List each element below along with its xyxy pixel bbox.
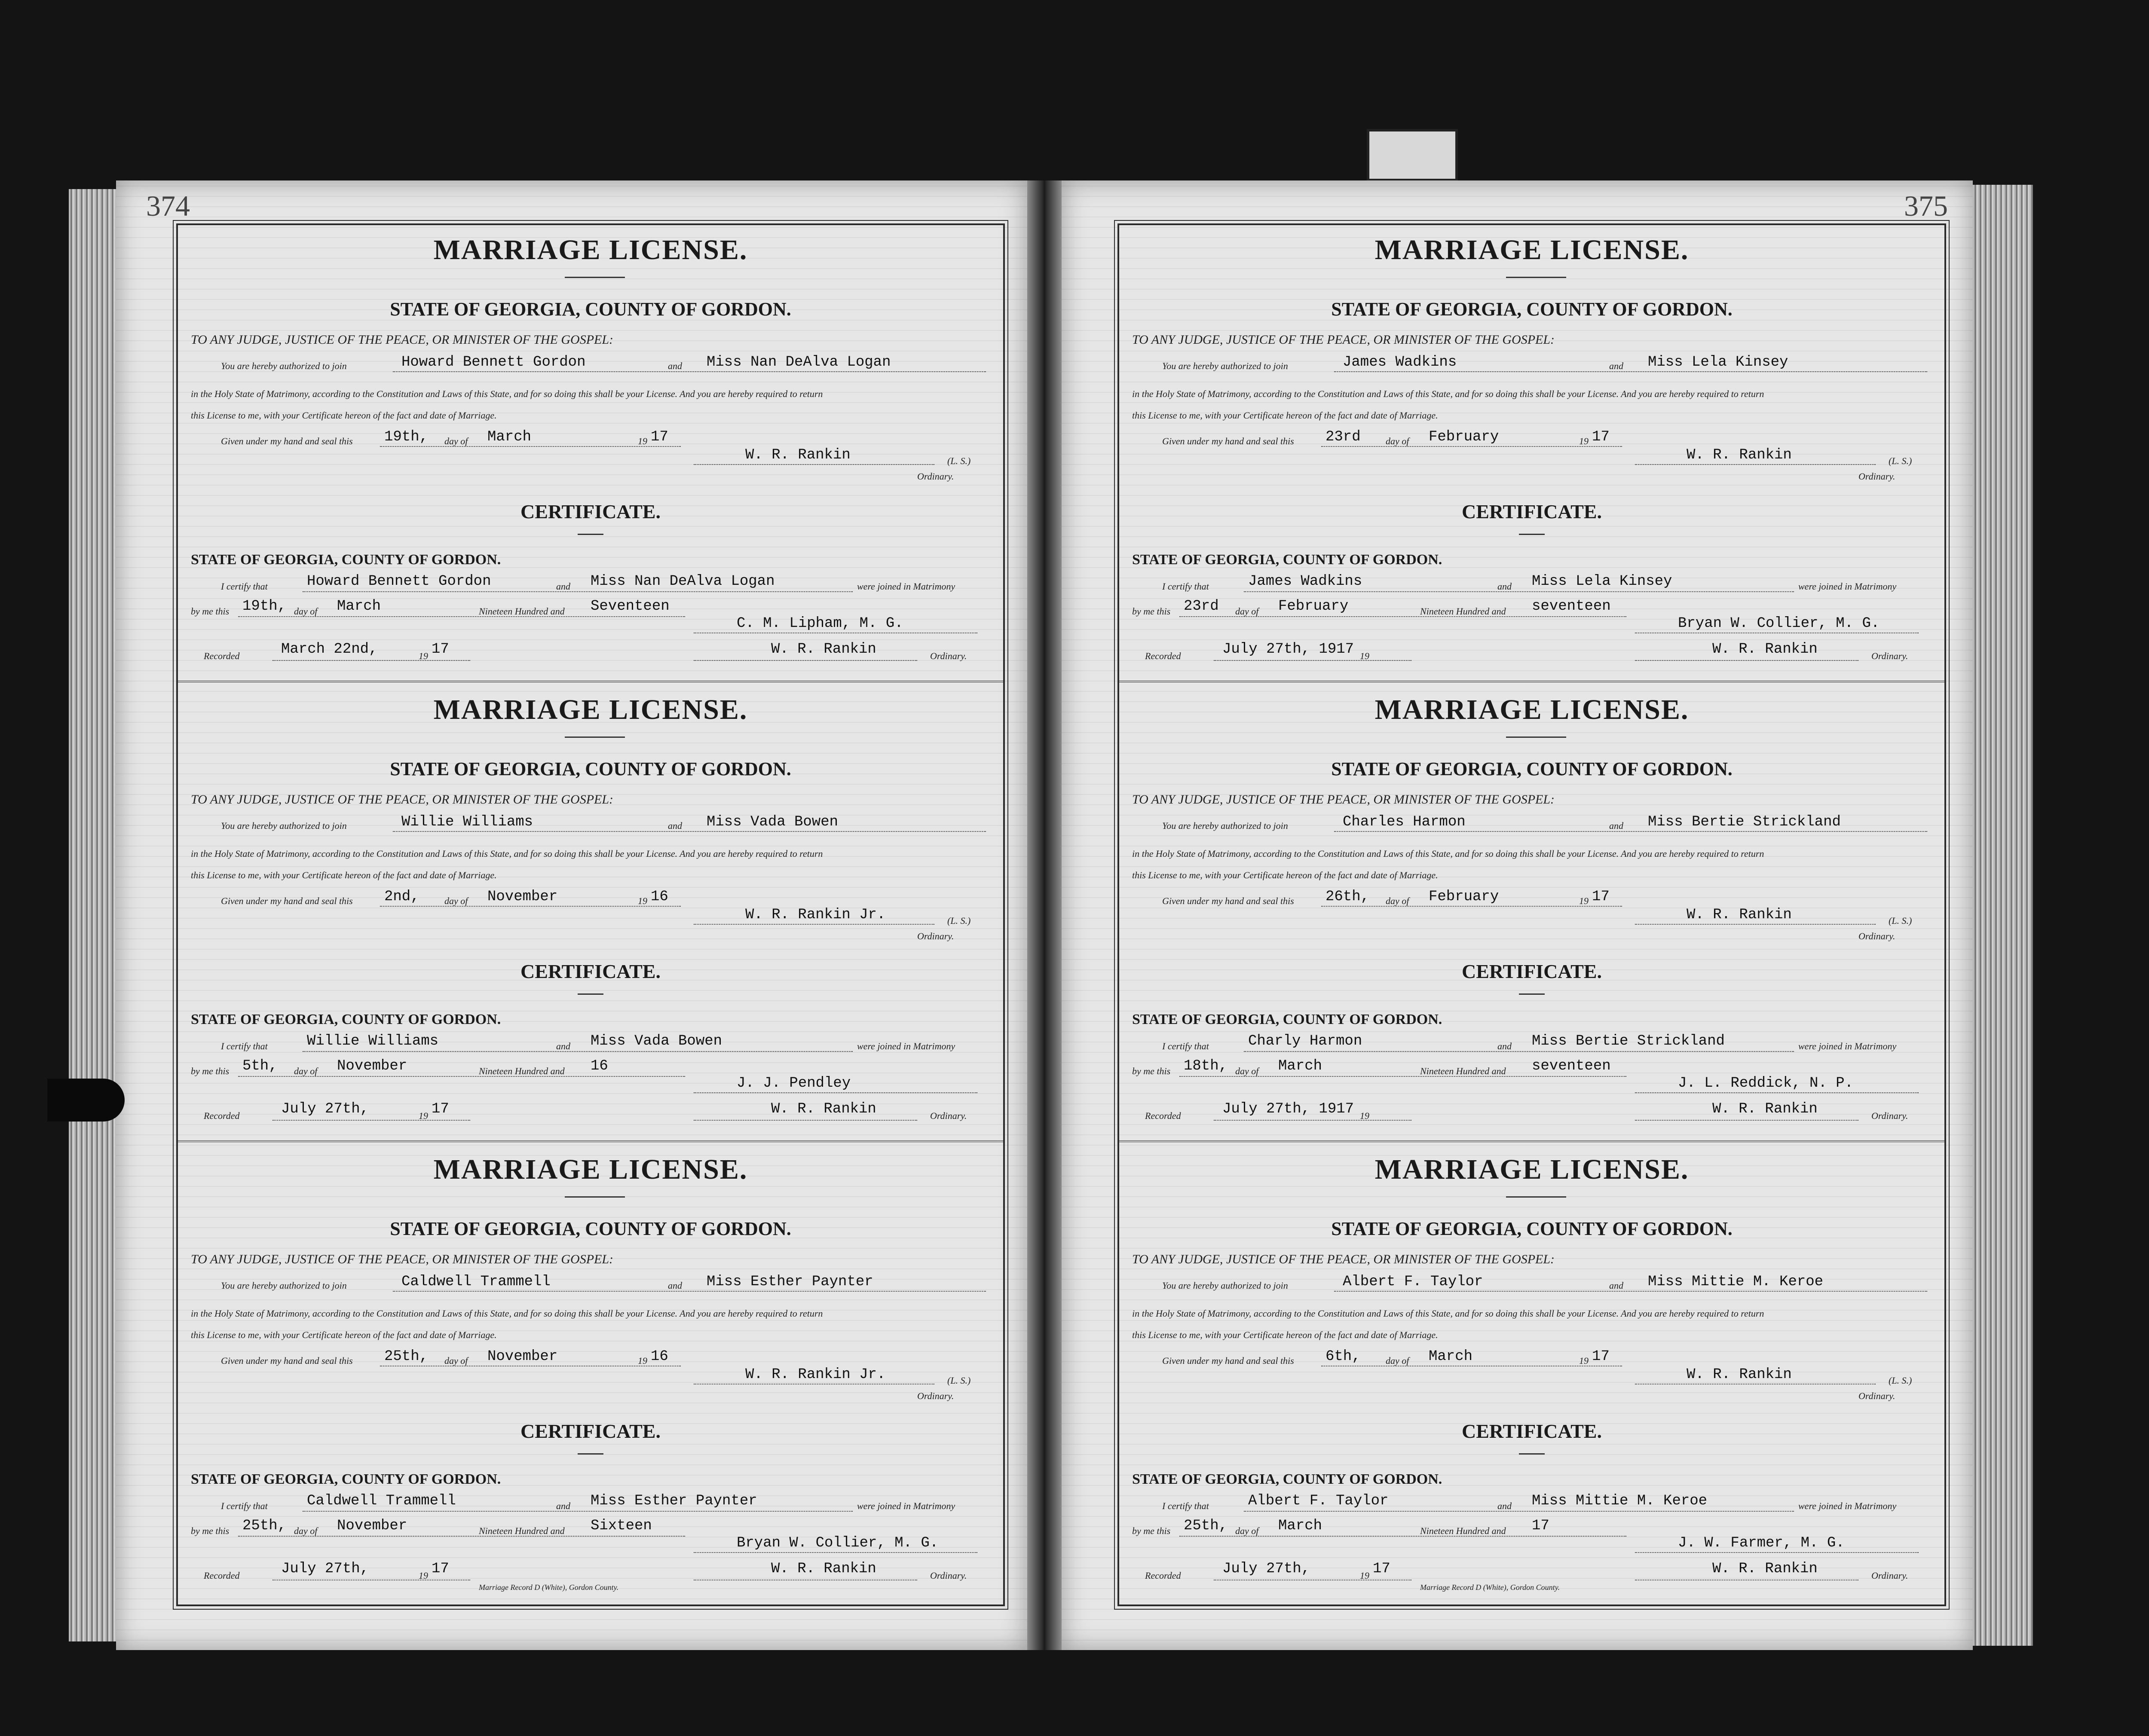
cert-groom: Charly Harmon bbox=[1248, 1033, 1362, 1049]
officiant-signature: Bryan W. Collier, M. G. bbox=[737, 1535, 939, 1551]
certificate-rule bbox=[578, 534, 603, 535]
license-day: 19th, bbox=[384, 429, 429, 445]
cert-day-of-label: day of bbox=[1235, 606, 1259, 617]
authorized-underline bbox=[1334, 831, 1927, 832]
ordinary-signature: W. R. Rankin bbox=[1687, 1366, 1792, 1383]
recorded-year: 17 bbox=[1373, 1561, 1390, 1577]
ordinary-underline bbox=[694, 464, 934, 465]
authorized-underline bbox=[393, 1291, 986, 1292]
cert-groom: Howard Bennett Gordon bbox=[307, 573, 491, 590]
license-month: February bbox=[1429, 889, 1499, 905]
section-divider bbox=[1119, 1140, 1944, 1142]
license-section bbox=[1119, 225, 1944, 685]
cert-bride: Miss Bertie Strickland bbox=[1532, 1033, 1725, 1049]
cert-month: February bbox=[1278, 598, 1349, 614]
certificate-rule bbox=[578, 993, 603, 995]
bride-name: Miss Esther Paynter bbox=[707, 1274, 873, 1290]
officiant-signature: J. J. Pendley bbox=[737, 1075, 851, 1091]
license-title: MARRIAGE LICENSE. bbox=[433, 1154, 748, 1185]
matrimony-line-2: this License to me, with your Certificate hereon of the fact and date of Marriage. bbox=[191, 870, 497, 880]
addressee-line: TO ANY JUDGE, JUSTICE OF THE PEACE, OR MINISTER OF THE GOSPEL: bbox=[191, 333, 614, 347]
authorized-underline bbox=[393, 371, 986, 372]
cert-groom: Caldwell Trammell bbox=[307, 1493, 456, 1509]
recorded-year-prefix: 19 bbox=[419, 1570, 428, 1581]
cert-day-of-label: day of bbox=[294, 1525, 318, 1536]
recorded-year-prefix: 19 bbox=[419, 1110, 428, 1121]
joined-label: were joined in Matrimony bbox=[1798, 1041, 1897, 1051]
day-of-label: day of bbox=[1386, 896, 1409, 906]
title-rule bbox=[565, 737, 625, 738]
cert-and-label: and bbox=[556, 1041, 570, 1051]
year-prefix: 19 bbox=[638, 436, 647, 446]
section-divider bbox=[1119, 681, 1944, 682]
certify-underline bbox=[303, 1511, 853, 1512]
recorded-date: March 22nd, bbox=[281, 641, 378, 657]
matrimony-line-1: in the Holy State of Matrimony, according to the Constitution and Laws of this State, and for so doing this shall be your License. And you are hereby required to return bbox=[191, 388, 823, 399]
cert-and-label: and bbox=[556, 581, 570, 592]
license-month: March bbox=[1429, 1348, 1473, 1365]
license-year: 16 bbox=[651, 1348, 668, 1365]
cert-bride: Miss Nan DeAlva Logan bbox=[591, 573, 775, 590]
ordinary-label: Ordinary. bbox=[917, 471, 954, 482]
authorized-label: You are hereby authorized to join bbox=[1162, 361, 1288, 371]
recorded-year: 17 bbox=[432, 1561, 449, 1577]
license-title: MARRIAGE LICENSE. bbox=[433, 694, 748, 725]
by-me-label: by me this bbox=[191, 606, 230, 617]
joined-label: were joined in Matrimony bbox=[857, 1041, 955, 1051]
recorded-by: W. R. Rankin bbox=[771, 641, 876, 657]
license-year: 16 bbox=[651, 889, 668, 905]
nineteen-hundred-label: Nineteen Hundred and bbox=[1420, 1066, 1506, 1076]
ordinary-signature: W. R. Rankin bbox=[1687, 907, 1792, 923]
ordinary-underline bbox=[1635, 1384, 1876, 1385]
cert-day: 25th, bbox=[242, 1518, 287, 1534]
cert-state-heading: STATE OF GEORGIA, COUNTY OF GORDON. bbox=[191, 552, 501, 568]
bookmark-tab bbox=[47, 1079, 125, 1122]
certificate-rule bbox=[1519, 1453, 1545, 1455]
officiant-signature: J. L. Reddick, N. P. bbox=[1678, 1075, 1854, 1091]
bride-name: Miss Nan DeAlva Logan bbox=[707, 354, 891, 370]
certify-underline bbox=[1244, 591, 1794, 592]
ls-label: (L. S.) bbox=[947, 915, 971, 926]
state-county-heading: STATE OF GEORGIA, COUNTY OF GORDON. bbox=[1331, 1218, 1733, 1239]
cert-and-label: and bbox=[556, 1501, 570, 1511]
authorized-label: You are hereby authorized to join bbox=[221, 361, 347, 371]
right-frame bbox=[1117, 223, 1946, 1606]
recorded-year-prefix: 19 bbox=[1360, 651, 1369, 661]
recorded-by: W. R. Rankin bbox=[1712, 1561, 1818, 1577]
page-number-left: 374 bbox=[146, 189, 190, 222]
matrimony-line-2: this License to me, with your Certificate hereon of the fact and date of Marriage. bbox=[191, 1330, 497, 1340]
ordinary-signature: W. R. Rankin Jr. bbox=[745, 1366, 886, 1383]
given-underline bbox=[1321, 906, 1622, 907]
cert-day-of-label: day of bbox=[1235, 1525, 1259, 1536]
license-title: MARRIAGE LICENSE. bbox=[1375, 234, 1689, 266]
and-label: and bbox=[1609, 820, 1623, 831]
certificate-title: CERTIFICATE. bbox=[520, 960, 661, 982]
by-me-label: by me this bbox=[1132, 1525, 1171, 1536]
given-label: Given under my hand and seal this bbox=[221, 896, 353, 906]
year-prefix: 19 bbox=[1579, 436, 1589, 446]
recorded-underline bbox=[272, 660, 470, 661]
recorded-year-prefix: 19 bbox=[419, 651, 428, 661]
day-of-label: day of bbox=[1386, 436, 1409, 446]
license-month: February bbox=[1429, 429, 1499, 445]
recorded-underline bbox=[272, 1120, 470, 1121]
ordinary-label: Ordinary. bbox=[1858, 931, 1895, 941]
recorded-ordinary-label: Ordinary. bbox=[1871, 1570, 1908, 1581]
recorded-date: July 27th, 1917 bbox=[1222, 641, 1354, 657]
by-me-underline bbox=[1179, 1536, 1626, 1537]
recorded-by: W. R. Rankin bbox=[771, 1101, 876, 1117]
cert-month: November bbox=[337, 1058, 407, 1074]
by-me-label: by me this bbox=[191, 1066, 230, 1076]
cert-and-label: and bbox=[1497, 1041, 1512, 1051]
ordinary-underline bbox=[1635, 464, 1876, 465]
addressee-line: TO ANY JUDGE, JUSTICE OF THE PEACE, OR MINISTER OF THE GOSPEL: bbox=[1132, 792, 1555, 807]
recorded-ordinary-label: Ordinary. bbox=[1871, 651, 1908, 661]
cert-bride: Miss Lela Kinsey bbox=[1532, 573, 1672, 590]
title-rule bbox=[1506, 1196, 1566, 1198]
cert-state-heading: STATE OF GEORGIA, COUNTY OF GORDON. bbox=[191, 1471, 501, 1487]
certify-underline bbox=[1244, 1511, 1794, 1512]
by-me-underline bbox=[238, 616, 685, 617]
joined-label: were joined in Matrimony bbox=[1798, 581, 1897, 592]
state-county-heading: STATE OF GEORGIA, COUNTY OF GORDON. bbox=[1331, 758, 1733, 779]
recorded-date: July 27th, bbox=[281, 1561, 369, 1577]
left-page-edges bbox=[69, 189, 116, 1641]
right-page-edges bbox=[1973, 185, 2033, 1646]
cert-state-heading: STATE OF GEORGIA, COUNTY OF GORDON. bbox=[1132, 1471, 1442, 1487]
recorded-by-underline bbox=[1635, 1120, 1858, 1121]
cert-year: seventeen bbox=[1532, 598, 1611, 614]
license-year: 17 bbox=[1592, 1348, 1610, 1365]
recorded-by: W. R. Rankin bbox=[771, 1561, 876, 1577]
certificate-title: CERTIFICATE. bbox=[520, 1420, 661, 1442]
license-title: MARRIAGE LICENSE. bbox=[1375, 1154, 1689, 1185]
recorded-ordinary-label: Ordinary. bbox=[1871, 1110, 1908, 1121]
addressee-line: TO ANY JUDGE, JUSTICE OF THE PEACE, OR MINISTER OF THE GOSPEL: bbox=[191, 1252, 614, 1266]
recorded-underline bbox=[1214, 1120, 1411, 1121]
authorized-underline bbox=[1334, 371, 1927, 372]
given-underline bbox=[380, 446, 681, 447]
matrimony-line-1: in the Holy State of Matrimony, according to the Constitution and Laws of this State, and for so doing this shall be your License. And you are hereby required to return bbox=[1132, 848, 1764, 859]
certificate-rule bbox=[578, 1453, 603, 1455]
year-prefix: 19 bbox=[638, 896, 647, 906]
recorded-date: July 27th, 1917 bbox=[1222, 1101, 1354, 1117]
certificate-title: CERTIFICATE. bbox=[1462, 1420, 1602, 1442]
by-me-underline bbox=[1179, 616, 1626, 617]
cert-day: 23rd bbox=[1184, 598, 1219, 614]
recorded-underline bbox=[1214, 660, 1411, 661]
by-me-underline bbox=[238, 1536, 685, 1537]
given-label: Given under my hand and seal this bbox=[1162, 436, 1294, 446]
recorded-ordinary-label: Ordinary. bbox=[930, 651, 967, 661]
recorded-by-underline bbox=[694, 1120, 917, 1121]
state-county-heading: STATE OF GEORGIA, COUNTY OF GORDON. bbox=[1331, 299, 1733, 320]
joined-label: were joined in Matrimony bbox=[1798, 1501, 1897, 1511]
certify-label: I certify that bbox=[1162, 581, 1209, 592]
matrimony-line-1: in the Holy State of Matrimony, according to the Constitution and Laws of this State, and for so doing this shall be your License. And you are hereby required to return bbox=[1132, 388, 1764, 399]
given-label: Given under my hand and seal this bbox=[1162, 1355, 1294, 1366]
authorized-underline bbox=[1334, 1291, 1927, 1292]
cert-bride: Miss Vada Bowen bbox=[591, 1033, 722, 1049]
license-month: March bbox=[487, 429, 532, 445]
license-section bbox=[1119, 685, 1944, 1145]
recorded-ordinary-label: Ordinary. bbox=[930, 1110, 967, 1121]
authorized-label: You are hereby authorized to join bbox=[221, 820, 347, 831]
footer-note: Marriage Record D (White), Gordon County. bbox=[479, 1583, 619, 1592]
cert-groom: James Wadkins bbox=[1248, 573, 1362, 590]
state-county-heading: STATE OF GEORGIA, COUNTY OF GORDON. bbox=[390, 1218, 791, 1239]
and-label: and bbox=[1609, 1280, 1623, 1291]
officiant-underline bbox=[694, 1092, 977, 1093]
day-of-label: day of bbox=[444, 436, 468, 446]
recorded-year: 17 bbox=[432, 641, 449, 657]
nineteen-hundred-label: Nineteen Hundred and bbox=[479, 606, 565, 617]
addressee-line: TO ANY JUDGE, JUSTICE OF THE PEACE, OR MINISTER OF THE GOSPEL: bbox=[1132, 1252, 1555, 1266]
matrimony-line-1: in the Holy State of Matrimony, according to the Constitution and Laws of this State, and for so doing this shall be your License. And you are hereby required to return bbox=[191, 1308, 823, 1319]
recorded-label: Recorded bbox=[1145, 1570, 1181, 1581]
cert-bride: Miss Esther Paynter bbox=[591, 1493, 757, 1509]
officiant-signature: J. W. Farmer, M. G. bbox=[1678, 1535, 1845, 1551]
nineteen-hundred-label: Nineteen Hundred and bbox=[479, 1066, 565, 1076]
and-label: and bbox=[668, 820, 682, 831]
groom-name: Caldwell Trammell bbox=[401, 1274, 551, 1290]
certify-label: I certify that bbox=[1162, 1041, 1209, 1051]
given-label: Given under my hand and seal this bbox=[1162, 896, 1294, 906]
given-underline bbox=[1321, 446, 1622, 447]
officiant-signature: C. M. Lipham, M. G. bbox=[737, 615, 903, 632]
license-section bbox=[178, 225, 1003, 685]
recorded-label: Recorded bbox=[204, 651, 240, 661]
recorded-year-prefix: 19 bbox=[1360, 1110, 1369, 1121]
certificate-rule bbox=[1519, 534, 1545, 535]
and-label: and bbox=[668, 1280, 682, 1291]
ordinary-underline bbox=[1635, 924, 1876, 925]
license-section bbox=[178, 1145, 1003, 1605]
day-of-label: day of bbox=[1386, 1355, 1409, 1366]
ordinary-label: Ordinary. bbox=[917, 1391, 954, 1401]
license-title: MARRIAGE LICENSE. bbox=[433, 234, 748, 266]
groom-name: Albert F. Taylor bbox=[1343, 1274, 1483, 1290]
cert-groom: Willie Williams bbox=[307, 1033, 439, 1049]
cert-month: March bbox=[1278, 1058, 1322, 1074]
license-year: 17 bbox=[1592, 429, 1610, 445]
by-me-label: by me this bbox=[1132, 1066, 1171, 1076]
groom-name: Willie Williams bbox=[401, 814, 533, 830]
ordinary-underline bbox=[694, 924, 934, 925]
ordinary-label: Ordinary. bbox=[917, 931, 954, 941]
bride-name: Miss Lela Kinsey bbox=[1648, 354, 1788, 370]
recorded-year: 17 bbox=[432, 1101, 449, 1117]
given-underline bbox=[380, 906, 681, 907]
authorized-underline bbox=[393, 831, 986, 832]
ordinary-underline bbox=[694, 1384, 934, 1385]
cert-month: March bbox=[1278, 1518, 1322, 1534]
cert-day: 18th, bbox=[1184, 1058, 1228, 1074]
book-gutter bbox=[1027, 180, 1062, 1650]
license-year: 17 bbox=[651, 429, 668, 445]
cert-day-of-label: day of bbox=[294, 1066, 318, 1076]
title-rule bbox=[565, 1196, 625, 1198]
recorded-by: W. R. Rankin bbox=[1712, 641, 1818, 657]
certify-underline bbox=[303, 1051, 853, 1052]
title-rule bbox=[565, 277, 625, 278]
by-me-underline bbox=[238, 1076, 685, 1077]
ls-label: (L. S.) bbox=[947, 455, 971, 466]
cert-day-of-label: day of bbox=[1235, 1066, 1259, 1076]
recorded-label: Recorded bbox=[1145, 651, 1181, 661]
bride-name: Miss Mittie M. Keroe bbox=[1648, 1274, 1824, 1290]
state-county-heading: STATE OF GEORGIA, COUNTY OF GORDON. bbox=[390, 758, 791, 779]
ordinary-label: Ordinary. bbox=[1858, 1391, 1895, 1401]
day-of-label: day of bbox=[444, 896, 468, 906]
by-me-label: by me this bbox=[1132, 606, 1171, 617]
ordinary-signature: W. R. Rankin bbox=[1687, 447, 1792, 463]
license-month: November bbox=[487, 1348, 558, 1365]
authorized-label: You are hereby authorized to join bbox=[1162, 1280, 1288, 1291]
joined-label: were joined in Matrimony bbox=[857, 581, 955, 592]
cert-bride: Miss Mittie M. Keroe bbox=[1532, 1493, 1708, 1509]
license-title: MARRIAGE LICENSE. bbox=[1375, 694, 1689, 725]
cert-year: Sixteen bbox=[591, 1518, 652, 1534]
cert-month: March bbox=[337, 598, 381, 614]
recorded-by-underline bbox=[1635, 660, 1858, 661]
certify-label: I certify that bbox=[221, 1041, 268, 1051]
page-number-right: 375 bbox=[1904, 189, 1948, 222]
license-month: November bbox=[487, 889, 558, 905]
cert-and-label: and bbox=[1497, 581, 1512, 592]
recorded-year-prefix: 19 bbox=[1360, 1570, 1369, 1581]
cert-day: 5th, bbox=[242, 1058, 278, 1074]
license-day: 23rd bbox=[1326, 429, 1361, 445]
bride-name: Miss Bertie Strickland bbox=[1648, 814, 1841, 830]
by-me-label: by me this bbox=[191, 1525, 230, 1536]
matrimony-line-1: in the Holy State of Matrimony, according to the Constitution and Laws of this State, and for so doing this shall be your License. And you are hereby required to return bbox=[1132, 1308, 1764, 1319]
and-label: and bbox=[668, 361, 682, 371]
bride-name: Miss Vada Bowen bbox=[707, 814, 839, 830]
ls-label: (L. S.) bbox=[1889, 915, 1912, 926]
joined-label: were joined in Matrimony bbox=[857, 1501, 955, 1511]
cert-day: 19th, bbox=[242, 598, 287, 614]
license-section bbox=[1119, 1145, 1944, 1605]
given-label: Given under my hand and seal this bbox=[221, 1355, 353, 1366]
nineteen-hundred-label: Nineteen Hundred and bbox=[1420, 1525, 1506, 1536]
nineteen-hundred-label: Nineteen Hundred and bbox=[479, 1525, 565, 1536]
recorded-label: Recorded bbox=[204, 1570, 240, 1581]
recorded-label: Recorded bbox=[1145, 1110, 1181, 1121]
addressee-line: TO ANY JUDGE, JUSTICE OF THE PEACE, OR MINISTER OF THE GOSPEL: bbox=[191, 792, 614, 807]
certificate-rule bbox=[1519, 993, 1545, 995]
license-day: 26th, bbox=[1326, 889, 1370, 905]
cert-month: November bbox=[337, 1518, 407, 1534]
footer-note: Marriage Record D (White), Gordon County. bbox=[1420, 1583, 1560, 1592]
cert-year: 17 bbox=[1532, 1518, 1549, 1534]
ls-label: (L. S.) bbox=[947, 1375, 971, 1386]
authorized-label: You are hereby authorized to join bbox=[1162, 820, 1288, 831]
cert-state-heading: STATE OF GEORGIA, COUNTY OF GORDON. bbox=[1132, 552, 1442, 568]
matrimony-line-2: this License to me, with your Certificate hereon of the fact and date of Marriage. bbox=[1132, 870, 1438, 880]
recorded-date: July 27th, bbox=[1222, 1561, 1310, 1577]
ordinary-signature: W. R. Rankin Jr. bbox=[745, 907, 886, 923]
license-day: 25th, bbox=[384, 1348, 429, 1365]
certificate-title: CERTIFICATE. bbox=[520, 501, 661, 523]
officiant-underline bbox=[694, 1552, 977, 1553]
and-label: and bbox=[1609, 361, 1623, 371]
cert-year: Seventeen bbox=[591, 598, 670, 614]
year-prefix: 19 bbox=[638, 1355, 647, 1366]
ls-label: (L. S.) bbox=[1889, 1375, 1912, 1386]
cert-year: seventeen bbox=[1532, 1058, 1611, 1074]
section-divider bbox=[178, 681, 1003, 682]
certify-label: I certify that bbox=[221, 581, 268, 592]
year-prefix: 19 bbox=[1579, 896, 1589, 906]
matrimony-line-1: in the Holy State of Matrimony, according to the Constitution and Laws of this State, and for so doing this shall be your License. And you are hereby required to return bbox=[191, 848, 823, 859]
groom-name: Howard Bennett Gordon bbox=[401, 354, 586, 370]
groom-name: James Wadkins bbox=[1343, 354, 1457, 370]
state-county-heading: STATE OF GEORGIA, COUNTY OF GORDON. bbox=[390, 299, 791, 320]
ls-label: (L. S.) bbox=[1889, 455, 1912, 466]
addressee-line: TO ANY JUDGE, JUSTICE OF THE PEACE, OR MINISTER OF THE GOSPEL: bbox=[1132, 333, 1555, 347]
given-label: Given under my hand and seal this bbox=[221, 436, 353, 446]
certify-label: I certify that bbox=[1162, 1501, 1209, 1511]
day-of-label: day of bbox=[444, 1355, 468, 1366]
license-year: 17 bbox=[1592, 889, 1610, 905]
nineteen-hundred-label: Nineteen Hundred and bbox=[1420, 606, 1506, 617]
cert-day: 25th, bbox=[1184, 1518, 1228, 1534]
officiant-signature: Bryan W. Collier, M. G. bbox=[1678, 615, 1880, 632]
certificate-title: CERTIFICATE. bbox=[1462, 501, 1602, 523]
officiant-underline bbox=[1635, 1552, 1919, 1553]
cert-year: 16 bbox=[591, 1058, 608, 1074]
license-day: 2nd, bbox=[384, 889, 419, 905]
matrimony-line-2: this License to me, with your Certificate hereon of the fact and date of Marriage. bbox=[1132, 410, 1438, 421]
left-frame bbox=[176, 223, 1005, 1606]
section-divider bbox=[178, 1140, 1003, 1142]
cert-and-label: and bbox=[1497, 1501, 1512, 1511]
matrimony-line-2: this License to me, with your Certificate hereon of the fact and date of Marriage. bbox=[1132, 1330, 1438, 1340]
ordinary-label: Ordinary. bbox=[1858, 471, 1895, 482]
ordinary-signature: W. R. Rankin bbox=[745, 447, 851, 463]
certify-label: I certify that bbox=[221, 1501, 268, 1511]
cert-state-heading: STATE OF GEORGIA, COUNTY OF GORDON. bbox=[1132, 1012, 1442, 1027]
recorded-ordinary-label: Ordinary. bbox=[930, 1570, 967, 1581]
year-prefix: 19 bbox=[1579, 1355, 1589, 1366]
title-rule bbox=[1506, 737, 1566, 738]
certify-underline bbox=[303, 591, 853, 592]
officiant-underline bbox=[1635, 1092, 1919, 1093]
matrimony-line-2: this License to me, with your Certificate hereon of the fact and date of Marriage. bbox=[191, 410, 497, 421]
license-section bbox=[178, 685, 1003, 1145]
authorized-label: You are hereby authorized to join bbox=[221, 1280, 347, 1291]
recorded-date: July 27th, bbox=[281, 1101, 369, 1117]
by-me-underline bbox=[1179, 1076, 1626, 1077]
certify-underline bbox=[1244, 1051, 1794, 1052]
title-rule bbox=[1506, 277, 1566, 278]
recorded-by: W. R. Rankin bbox=[1712, 1101, 1818, 1117]
license-day: 6th, bbox=[1326, 1348, 1361, 1365]
top-clip bbox=[1367, 129, 1458, 181]
certificate-title: CERTIFICATE. bbox=[1462, 960, 1602, 982]
cert-day-of-label: day of bbox=[294, 606, 318, 617]
cert-state-heading: STATE OF GEORGIA, COUNTY OF GORDON. bbox=[191, 1012, 501, 1027]
recorded-by-underline bbox=[694, 660, 917, 661]
recorded-label: Recorded bbox=[204, 1110, 240, 1121]
cert-groom: Albert F. Taylor bbox=[1248, 1493, 1389, 1509]
groom-name: Charles Harmon bbox=[1343, 814, 1466, 830]
